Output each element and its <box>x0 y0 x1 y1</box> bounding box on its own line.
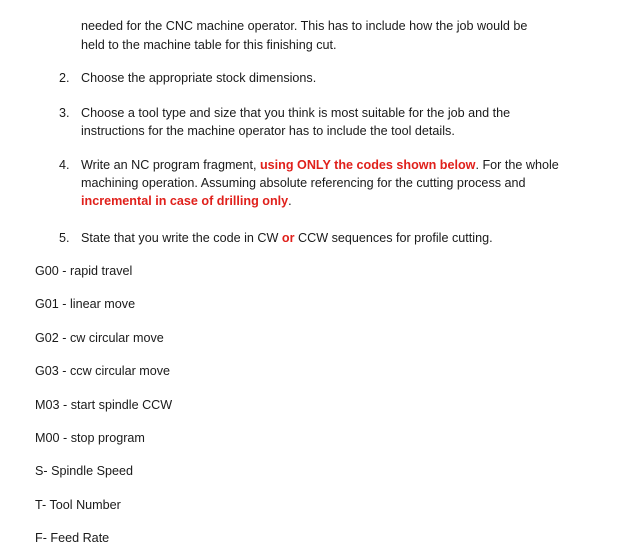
code-s: S- Spindle Speed <box>35 464 134 478</box>
item-1-continuation <box>81 17 591 55</box>
list-item-line-1: Choose a tool type and size that you think is most suitable for the job and the <box>81 106 511 120</box>
list-item-text <box>81 156 591 210</box>
code-t: T- Tool Number <box>35 498 121 512</box>
list-item-line-3 <box>81 192 591 210</box>
text-run: Write an NC program fragment, <box>81 158 260 172</box>
list-item-text: Choose the appropriate stock dimensions. <box>81 71 317 85</box>
list-item-2 <box>59 69 591 87</box>
list-item-line-1 <box>81 156 591 174</box>
code-g03: G03 - ccw circular move <box>35 364 171 378</box>
code-f: F- Feed Rate <box>35 531 110 545</box>
text-run: . <box>288 194 292 208</box>
text-run: State that you write the code in CW <box>81 231 282 245</box>
list-item-5 <box>59 229 591 247</box>
list-item-3 <box>59 104 591 140</box>
list-number: 2. <box>59 71 70 85</box>
highlighted-text: or <box>281 231 295 245</box>
highlighted-text: using ONLY the codes shown below <box>259 158 476 172</box>
list-item-line-2: machining operation. Assuming absolute referencing for the cutting process and <box>81 176 526 190</box>
item-1-line-2: held to the machine table for this finishing cut. <box>81 38 337 52</box>
list-item-text <box>81 229 591 247</box>
text-run: . For the whole <box>475 158 559 172</box>
list-item-4 <box>59 156 591 210</box>
code-m00: M00 - stop program <box>35 431 145 445</box>
text-run: CCW sequences for profile cutting. <box>294 231 493 245</box>
list-number: 4. <box>59 158 70 172</box>
code-g01: G01 - linear move <box>35 297 136 311</box>
highlighted-text: incremental in case of drilling only <box>81 194 289 208</box>
list-item-text <box>81 104 591 140</box>
list-number: 3. <box>59 106 70 120</box>
code-g00: G00 - rapid travel <box>35 264 133 278</box>
list-item-line-2: instructions for the machine operator has to include the tool details. <box>81 124 455 138</box>
code-g02: G02 - cw circular move <box>35 331 164 345</box>
list-number: 5. <box>59 231 70 245</box>
code-m03: M03 - start spindle CCW <box>35 398 173 412</box>
item-1-line-1: needed for the CNC machine operator. This has to include how the job would be <box>81 19 528 33</box>
